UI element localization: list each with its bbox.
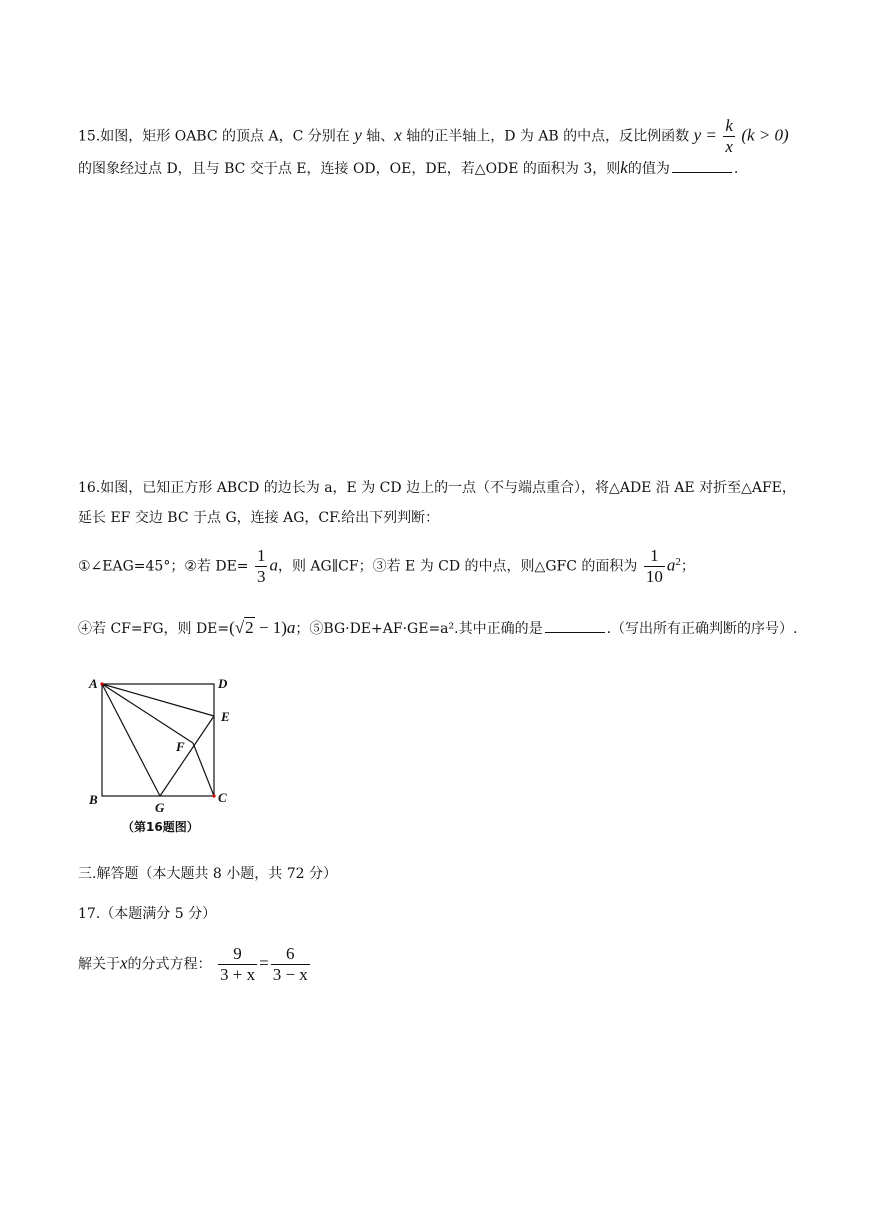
q16-text: 16.如图，已知正方形 ABCD 的边长为 a，E 为 CD 边上的一点（不与端点重合），将△ADE 沿 AE 对折至△AFE， xyxy=(78,480,796,496)
figure-caption: （第16题图） xyxy=(122,820,199,834)
label-b: B xyxy=(89,792,98,807)
answer-blank xyxy=(545,618,605,633)
fraction-rhs xyxy=(271,944,310,985)
q15-text: 轴、 xyxy=(361,128,395,145)
label-f: F xyxy=(176,739,185,754)
q16-text: .（写出所有正确判断的序号）. xyxy=(606,621,798,637)
q15-text: 轴的正半轴上，D 为 AB 的中点，反比例函数 xyxy=(401,128,690,145)
q15-line1 xyxy=(78,116,789,157)
q15-text: . xyxy=(733,161,739,177)
answer-blank xyxy=(672,158,732,173)
fraction-denominator: 10 xyxy=(645,567,663,586)
q16-text: 延长 EF 交边 BC 于点 G，连接 AG，CF.给出下列判断： xyxy=(78,510,440,526)
fraction-denominator: 3 xyxy=(256,567,266,586)
q16-line3 xyxy=(78,546,695,587)
q16-text: ④若 CF=FG，则 DE= xyxy=(78,621,230,637)
label-e: E xyxy=(221,709,230,724)
sqrt-expression xyxy=(235,618,255,638)
fraction-k-over-x xyxy=(723,116,735,157)
exponent: 2 xyxy=(675,555,681,568)
fraction-numerator: k xyxy=(725,116,733,135)
segment-eg xyxy=(160,716,214,796)
a-variable: a xyxy=(666,555,676,575)
segment-ae xyxy=(102,684,214,716)
q15-text: 的值为 xyxy=(627,161,670,177)
q16-text: ①∠EAG=45°；②若 DE= xyxy=(78,558,249,575)
q16-text: ； xyxy=(680,558,695,575)
q17-prompt xyxy=(78,944,312,985)
fraction-one-third xyxy=(255,546,268,587)
label-g: G xyxy=(155,800,165,815)
q16-line1 xyxy=(78,478,796,498)
q16-line4 xyxy=(78,618,798,639)
label-c: C xyxy=(218,790,227,805)
a-variable: a xyxy=(269,555,278,575)
x-variable: x xyxy=(394,125,402,145)
figure-16 xyxy=(80,670,250,820)
fraction-numerator: 6 xyxy=(271,944,310,965)
q16-line2 xyxy=(78,508,439,528)
q15-line2 xyxy=(78,158,738,179)
fraction-one-tenth xyxy=(644,546,665,587)
function-lhs: y = xyxy=(693,125,717,145)
fraction-denominator: 3 − x xyxy=(272,965,308,984)
q17-text: 的分式方程： xyxy=(127,956,212,973)
q16-text: ，则 AG∥CF；③若 E 为 CD 的中点，则△GFC 的面积为 xyxy=(277,558,638,575)
q15-text: 的图象经过点 D，且与 BC 交于点 E，连接 OD，OE，DE，若△ODE 的面积为 3，则 xyxy=(78,161,621,177)
segment-ag xyxy=(102,684,160,796)
a-variable: a xyxy=(286,618,296,637)
fraction-lhs xyxy=(218,944,257,985)
equals-sign: = xyxy=(259,953,269,973)
fraction-numerator: 1 xyxy=(256,546,266,565)
function-condition: (k > 0) xyxy=(741,125,789,145)
q15-text: 15.如图，矩形 OABC 的顶点 A，C 分别在 xyxy=(78,128,350,145)
section-title xyxy=(78,864,337,884)
k-variable: k xyxy=(620,158,628,177)
segment-fc xyxy=(193,743,214,796)
q16-text: ；⑤BG·DE+AF·GE=a².其中正确的是 xyxy=(295,621,543,637)
fraction-numerator: 9 xyxy=(218,944,257,965)
fraction-numerator: 1 xyxy=(644,546,665,567)
y-variable: y xyxy=(354,125,362,145)
q17-text: 解关于 xyxy=(78,956,120,973)
x-variable: x xyxy=(120,953,128,973)
fraction-denominator: 3 + x xyxy=(220,965,256,984)
radicand: 2 xyxy=(245,618,254,637)
sqrt-rest: − 1) xyxy=(254,618,287,637)
q17-header-text: 17.（本题满分 5 分） xyxy=(78,906,217,922)
section-title-text: 三.解答题（本大题共 8 小题，共 72 分） xyxy=(78,866,337,882)
segment-af xyxy=(102,684,193,743)
fraction-denominator: x xyxy=(725,137,733,156)
label-a: A xyxy=(89,676,98,691)
sqrt-icon: √ xyxy=(234,618,245,637)
label-d: D xyxy=(218,676,228,691)
paren-open: ( xyxy=(229,618,235,637)
q17-header xyxy=(78,904,216,924)
